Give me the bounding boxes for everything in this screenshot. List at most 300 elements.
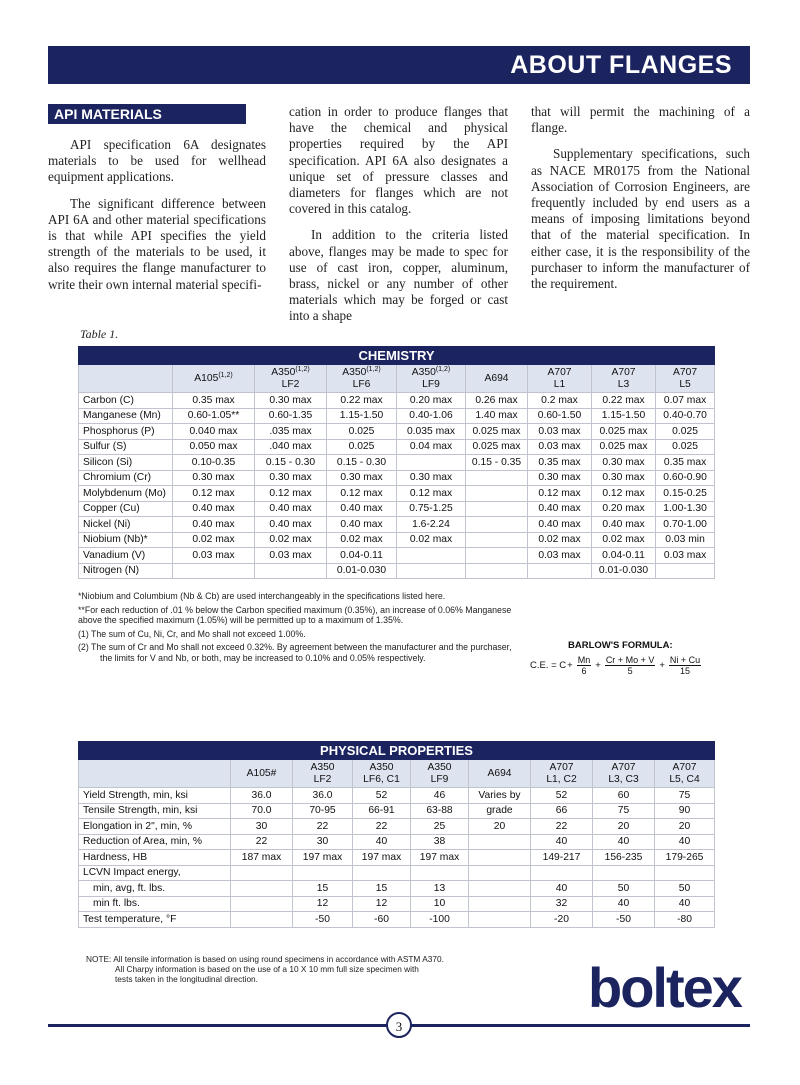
note-1: (1) The sum of Cu, Ni, Cr, and Mo shall not exceed 1.00%. <box>78 628 306 639</box>
row-label: Nitrogen (N) <box>79 563 173 579</box>
fraction-denominator: 5 <box>627 666 633 676</box>
table-cell <box>397 563 466 579</box>
row-label: Molybdenum (Mo) <box>79 486 173 502</box>
row-label: Yield Strength, min, ksi <box>79 788 231 804</box>
table-row <box>79 881 715 897</box>
table-cell: -50 <box>293 912 353 928</box>
table-cell: -20 <box>531 912 593 928</box>
table-cell: 0.01-0.030 <box>592 563 656 579</box>
column-header <box>656 365 715 393</box>
column-header-class: L5 <box>679 378 691 390</box>
table-cell: 0.03 max <box>173 548 255 564</box>
table-cell: 0.40 max <box>255 501 327 517</box>
column-header-grade: A707 <box>549 761 574 773</box>
table-cell: 0.70-1.00 <box>656 517 715 533</box>
column-header-class: LF9 <box>422 378 440 390</box>
column-header-class: LF6, C1 <box>363 773 400 785</box>
table-cell: 0.26 max <box>466 393 528 409</box>
table-cell: 0.03 min <box>656 532 715 548</box>
row-label: Vanadium (V) <box>79 548 173 564</box>
table-cell: 60 <box>593 788 655 804</box>
table-row <box>79 486 715 502</box>
chemistry-notes <box>78 591 518 666</box>
table-cell <box>469 912 531 928</box>
table-cell: 0.40 max <box>255 517 327 533</box>
row-label: Nickel (Ni) <box>79 517 173 533</box>
intro-paragraph: In addition to the criteria listed above, flanges may be made to spec for use of cast iron, copper, aluminum, brass, nickel or any number of other materials which may be forged or cast into a shape <box>289 227 508 324</box>
header-blank <box>79 365 173 393</box>
chemistry-table <box>78 346 715 579</box>
intro-column-3 <box>531 104 750 302</box>
column-header-footnote: (1,2) <box>366 365 381 373</box>
table-cell: 22 <box>293 819 353 835</box>
table-cell: 1.15-1.50 <box>327 408 397 424</box>
intro-paragraph: that will permit the machining of a flange. <box>531 104 750 136</box>
table-cell: 197 max <box>293 850 353 866</box>
column-header <box>255 365 327 393</box>
table-row <box>79 501 715 517</box>
table-cell: 20 <box>655 819 715 835</box>
table-row <box>79 532 715 548</box>
row-label: min, avg, ft. lbs. <box>79 881 231 897</box>
row-label: Test temperature, °F <box>79 912 231 928</box>
table-cell <box>593 865 655 881</box>
table-cell: 0.03 max <box>656 548 715 564</box>
table-cell: 0.15 - 0.30 <box>255 455 327 471</box>
barlow-formula <box>530 655 704 676</box>
table-cell <box>531 865 593 881</box>
table-cell: 0.20 max <box>592 501 656 517</box>
table-cell: 0.30 max <box>173 470 255 486</box>
table-cell: -100 <box>411 912 469 928</box>
table-cell: 66 <box>531 803 593 819</box>
table-cell: 0.30 max <box>327 470 397 486</box>
table-cell: 0.22 max <box>592 393 656 409</box>
column-header-class: L5, C4 <box>669 773 700 785</box>
table-cell: 0.30 max <box>592 455 656 471</box>
table-cell: 0.40 max <box>528 501 592 517</box>
table-cell <box>469 850 531 866</box>
column-header-grade: A707 <box>672 761 697 773</box>
table-row <box>79 788 715 804</box>
column-header-grade: A350 <box>271 366 296 378</box>
table-cell: 15 <box>293 881 353 897</box>
table-cell: 0.30 max <box>592 470 656 486</box>
table-cell: 0.025 <box>656 424 715 440</box>
row-label: Copper (Cu) <box>79 501 173 517</box>
fraction-numerator: Ni + Cu <box>669 655 701 665</box>
table-cell: 40 <box>593 834 655 850</box>
table-cell: 0.40-0.70 <box>656 408 715 424</box>
table-row <box>79 912 715 928</box>
table-cell: 22 <box>353 819 411 835</box>
table-cell: 0.75-1.25 <box>397 501 466 517</box>
table-cell: 179-265 <box>655 850 715 866</box>
physical-properties-table <box>78 741 715 928</box>
row-label: Phosphorus (P) <box>79 424 173 440</box>
table-cell: 0.12 max <box>173 486 255 502</box>
table-cell: 0.040 max <box>173 424 255 440</box>
table-cell: 0.60-1.05** <box>173 408 255 424</box>
table-cell: 0.40 max <box>592 517 656 533</box>
table-cell: -50 <box>593 912 655 928</box>
table-cell: 156-235 <box>593 850 655 866</box>
table-cell <box>397 455 466 471</box>
table-cell: 197 max <box>411 850 469 866</box>
table-cell: 0.025 <box>656 439 715 455</box>
table-cell: 25 <box>411 819 469 835</box>
table-cell: 40 <box>531 834 593 850</box>
table-cell <box>466 532 528 548</box>
table-cell: 50 <box>655 881 715 897</box>
row-label: Carbon (C) <box>79 393 173 409</box>
table-cell: 20 <box>469 819 531 835</box>
table-cell: 0.02 max <box>327 532 397 548</box>
table-row <box>79 393 715 409</box>
column-header-grade: A350 <box>427 761 452 773</box>
barlow-formula-title: BARLOW'S FORMULA: <box>568 640 673 651</box>
column-header-grade: A350 <box>310 761 335 773</box>
table-cell: -60 <box>353 912 411 928</box>
column-header-grade: A350 <box>369 761 394 773</box>
table-cell: 0.60-0.90 <box>656 470 715 486</box>
fraction-mn <box>577 655 592 676</box>
table-cell: 63-88 <box>411 803 469 819</box>
table-row <box>79 896 715 912</box>
fraction-numerator: Cr + Mo + V <box>605 655 655 665</box>
plus-sign: + <box>659 660 665 671</box>
table-cell: 0.12 max <box>327 486 397 502</box>
table-cell: 0.04-0.11 <box>327 548 397 564</box>
boltex-logo: boltex <box>588 956 741 1019</box>
table-cell <box>466 501 528 517</box>
table-cell <box>353 865 411 881</box>
table-cell: 50 <box>593 881 655 897</box>
table-cell <box>528 563 592 579</box>
physical-properties-title: PHYSICAL PROPERTIES <box>79 742 715 760</box>
row-label: min ft. lbs. <box>79 896 231 912</box>
table-cell <box>411 865 469 881</box>
table-cell: 0.40-1.06 <box>397 408 466 424</box>
column-header-grade: A707 <box>611 761 636 773</box>
table-cell: 30 <box>231 819 293 835</box>
table-cell: 0.35 max <box>656 455 715 471</box>
column-header-grade: A105 <box>194 372 219 384</box>
table-row <box>79 424 715 440</box>
intro-paragraph: Supplementary specifications, such as NACE MR0175 from the National Association of Corrosion Engineers, are frequently included by end users as a means of imposing limitations beyond that of the material specification. In either case, it is the responsibility of the purchaser to inform the manufacturer of the requirement. <box>531 146 750 292</box>
table-cell <box>469 881 531 897</box>
table-cell: 187 max <box>231 850 293 866</box>
table-cell: 40 <box>353 834 411 850</box>
table-cell: 0.30 max <box>528 470 592 486</box>
table-cell: 0.02 max <box>528 532 592 548</box>
table-cell: 10 <box>411 896 469 912</box>
table-cell: 0.12 max <box>592 486 656 502</box>
table-cell: 0.02 max <box>592 532 656 548</box>
table-cell <box>466 548 528 564</box>
table-cell <box>469 834 531 850</box>
row-label: Elongation in 2", min, % <box>79 819 231 835</box>
table-cell <box>469 865 531 881</box>
table-cell: 0.02 max <box>255 532 327 548</box>
column-header <box>293 760 353 788</box>
table-cell: 75 <box>593 803 655 819</box>
column-header <box>397 365 466 393</box>
table-cell: 0.025 <box>327 424 397 440</box>
table-cell: 0.35 max <box>173 393 255 409</box>
table-row <box>79 470 715 486</box>
row-label: LCVN Impact energy, <box>79 865 231 881</box>
table-cell: 66-91 <box>353 803 411 819</box>
table-cell <box>231 912 293 928</box>
column-header-grade: A694 <box>484 372 509 384</box>
note-manganese: **For each reduction of .01 % below the Carbon specified maximum (0.35%), an increase of 0.06% Manganese above the specified maximum (1.05%) will be permitted up to a maximum of 1.35%. <box>78 604 512 625</box>
table-cell <box>466 517 528 533</box>
table-cell <box>466 563 528 579</box>
table-cell: 32 <box>531 896 593 912</box>
column-header-class: LF9 <box>430 773 449 785</box>
table-cell: 40 <box>531 881 593 897</box>
column-header-class: LF6 <box>352 378 371 390</box>
table-cell: .035 max <box>255 424 327 440</box>
fraction-ni-cu <box>669 655 701 676</box>
note-2: (2) The sum of Cr and Mo shall not exceed 0.32%. By agreement between the manufacturer and the purchaser, the limits for V and Nb, or both, may be increased to 0.10% and 0.05% respectively. <box>78 642 512 663</box>
table-cell: 0.025 max <box>466 439 528 455</box>
table-cell: 40 <box>655 896 715 912</box>
table-caption: Table 1. <box>80 327 119 341</box>
table-cell: 70.0 <box>231 803 293 819</box>
table-cell: 1.40 max <box>466 408 528 424</box>
row-label: Reduction of Area, min, % <box>79 834 231 850</box>
column-header-grade: A694 <box>487 767 512 779</box>
page-title: ABOUT FLANGES <box>510 51 732 79</box>
table-row <box>79 803 715 819</box>
table-cell: 0.12 max <box>528 486 592 502</box>
note-niobium: *Niobium and Columbium (Nb & Cb) are used interchangeably in the specifications listed here. <box>78 591 446 601</box>
table-row <box>79 408 715 424</box>
physical-note <box>86 954 526 985</box>
table-cell: .040 max <box>255 439 327 455</box>
column-header-footnote: (1,2) <box>435 365 451 373</box>
intro-paragraph: The significant difference between API 6A and other material specifications is that while API specifies the yield strength of the materials to be used, it also requires the flange manufacturer to write their own internal material specifi- <box>48 195 266 292</box>
table-cell: 0.20 max <box>397 393 466 409</box>
column-header <box>231 760 293 788</box>
column-header <box>592 365 656 393</box>
table-cell <box>173 563 255 579</box>
column-header-footnote: (1,2) <box>218 371 233 379</box>
fraction-denominator: 6 <box>581 666 587 676</box>
table-cell <box>656 563 715 579</box>
column-header-grade: A350 <box>411 366 436 378</box>
table-cell: 1.15-1.50 <box>592 408 656 424</box>
table-cell: 52 <box>531 788 593 804</box>
table-cell: 0.15-0.25 <box>656 486 715 502</box>
table-cell <box>255 563 327 579</box>
table-cell: 0.40 max <box>327 517 397 533</box>
physical-note-line: All Charpy information is based on the use of a 10 X 10 mm full size specimen with <box>115 964 419 975</box>
table-cell: 0.22 max <box>327 393 397 409</box>
intro-column-2 <box>289 104 508 335</box>
plus-sign: + <box>567 660 573 671</box>
table-cell: 0.04 max <box>397 439 466 455</box>
table-cell: 0.30 max <box>397 470 466 486</box>
table-cell: 52 <box>353 788 411 804</box>
table-cell: 0.04-0.11 <box>592 548 656 564</box>
table-cell: 22 <box>531 819 593 835</box>
table-cell <box>231 881 293 897</box>
table-cell: 0.10-0.35 <box>173 455 255 471</box>
header-blank <box>79 760 231 788</box>
table-cell: 15 <box>353 881 411 897</box>
table-cell: 0.02 max <box>397 532 466 548</box>
table-cell: 0.35 max <box>528 455 592 471</box>
table-cell: 40 <box>655 834 715 850</box>
row-label: Manganese (Mn) <box>79 408 173 424</box>
row-label: Sulfur (S) <box>79 439 173 455</box>
row-label: Niobium (Nb)* <box>79 532 173 548</box>
formula-lhs: C.E. = C <box>530 660 567 671</box>
table-cell: 0.30 max <box>255 393 327 409</box>
table-cell: 22 <box>231 834 293 850</box>
table-row <box>79 439 715 455</box>
table-cell: 90 <box>655 803 715 819</box>
table-cell: 0.025 max <box>592 424 656 440</box>
table-cell: 0.07 max <box>656 393 715 409</box>
table-cell <box>397 548 466 564</box>
table-row <box>79 563 715 579</box>
intro-column-1 <box>48 137 266 303</box>
table-cell: 0.12 max <box>397 486 466 502</box>
plus-sign: + <box>595 660 601 671</box>
table-cell: 0.025 max <box>592 439 656 455</box>
column-header <box>353 760 411 788</box>
table-cell: 75 <box>655 788 715 804</box>
row-label: Tensile Strength, min, ksi <box>79 803 231 819</box>
fraction-denominator: 15 <box>680 666 691 676</box>
column-header <box>531 760 593 788</box>
table-cell: 0.050 max <box>173 439 255 455</box>
section-title: API MATERIALS <box>48 104 246 124</box>
column-header <box>173 365 255 393</box>
table-cell: 0.12 max <box>255 486 327 502</box>
table-cell: 0.40 max <box>528 517 592 533</box>
table-cell: Varies by <box>469 788 531 804</box>
table-cell: 46 <box>411 788 469 804</box>
table-cell: 0.01-0.030 <box>327 563 397 579</box>
table-cell: grade <box>469 803 531 819</box>
physical-note-line: NOTE: All tensile information is based on using round specimens in accordance with ASTM A370. <box>86 954 444 964</box>
column-header-class: LF2 <box>281 378 300 390</box>
table-row <box>79 548 715 564</box>
table-row <box>79 517 715 533</box>
column-header-class: L1 <box>553 378 566 390</box>
column-header <box>655 760 715 788</box>
table-cell: -80 <box>655 912 715 928</box>
table-cell: 0.60-1.35 <box>255 408 327 424</box>
table-cell <box>466 470 528 486</box>
table-cell <box>655 865 715 881</box>
table-cell: 20 <box>593 819 655 835</box>
intro-paragraph: cation in order to produce flanges that have the chemical and physical properties required by the API specification. API 6A also designates a unique set of pressure classes and diameters for flanges which are not covered in this catalog. <box>289 104 508 217</box>
table-cell <box>293 865 353 881</box>
column-header-class: L1, C2 <box>546 773 577 785</box>
table-cell: 0.03 max <box>255 548 327 564</box>
table-cell: 0.60-1.50 <box>528 408 592 424</box>
column-header <box>327 365 397 393</box>
physical-note-line: tests taken in the longitudinal direction. <box>115 974 258 985</box>
table-row <box>79 850 715 866</box>
column-header-grade: A707 <box>611 366 636 378</box>
table-cell: 12 <box>293 896 353 912</box>
column-header-grade: A105# <box>246 767 277 779</box>
table-row <box>79 865 715 881</box>
table-row <box>79 834 715 850</box>
table-cell <box>231 865 293 881</box>
row-label: Silicon (Si) <box>79 455 173 471</box>
table-row <box>79 455 715 471</box>
table-cell: 0.40 max <box>327 501 397 517</box>
table-cell: 1.00-1.30 <box>656 501 715 517</box>
table-cell: 0.025 max <box>466 424 528 440</box>
column-header-grade: A707 <box>673 366 698 378</box>
intro-paragraph: API specification 6A designates materials to be used for wellhead equipment applications. <box>48 137 266 185</box>
table-cell: 36.0 <box>231 788 293 804</box>
table-cell: 149-217 <box>531 850 593 866</box>
column-header-grade: A350 <box>342 366 367 378</box>
row-label: Hardness, HB <box>79 850 231 866</box>
table-cell: 13 <box>411 881 469 897</box>
row-label: Chromium (Cr) <box>79 470 173 486</box>
table-cell: 0.03 max <box>528 424 592 440</box>
header-banner <box>48 46 750 84</box>
table-cell: 0.03 max <box>528 548 592 564</box>
fraction-numerator: Mn <box>577 655 591 665</box>
table-cell: 36.0 <box>293 788 353 804</box>
table-row <box>79 819 715 835</box>
column-header <box>411 760 469 788</box>
table-cell: 0.40 max <box>173 501 255 517</box>
table-cell <box>469 896 531 912</box>
column-header <box>469 760 531 788</box>
column-header <box>528 365 592 393</box>
column-header-class: L3 <box>617 378 630 390</box>
table-cell: 0.02 max <box>173 532 255 548</box>
table-cell: 38 <box>411 834 469 850</box>
table-cell: 40 <box>593 896 655 912</box>
table-cell: 0.03 max <box>528 439 592 455</box>
table-cell: 12 <box>353 896 411 912</box>
table-cell: 0.025 <box>327 439 397 455</box>
table-cell <box>231 896 293 912</box>
column-header-footnote: (1,2) <box>295 365 310 373</box>
table-cell: 0.035 max <box>397 424 466 440</box>
table-cell <box>466 486 528 502</box>
table-cell: 1.6-2.24 <box>397 517 466 533</box>
table-cell: 197 max <box>353 850 411 866</box>
column-header-class: LF2 <box>313 773 332 785</box>
column-header <box>466 365 528 393</box>
column-header-class: L3, C3 <box>608 773 639 785</box>
table-cell: 70-95 <box>293 803 353 819</box>
column-header <box>593 760 655 788</box>
table-cell: 0.40 max <box>173 517 255 533</box>
page-number: 3 <box>386 1012 412 1038</box>
table-cell: 30 <box>293 834 353 850</box>
table-cell: 0.15 - 0.35 <box>466 455 528 471</box>
column-header-grade: A707 <box>547 366 572 378</box>
table-cell: 0.15 - 0.30 <box>327 455 397 471</box>
table-cell: 0.30 max <box>255 470 327 486</box>
